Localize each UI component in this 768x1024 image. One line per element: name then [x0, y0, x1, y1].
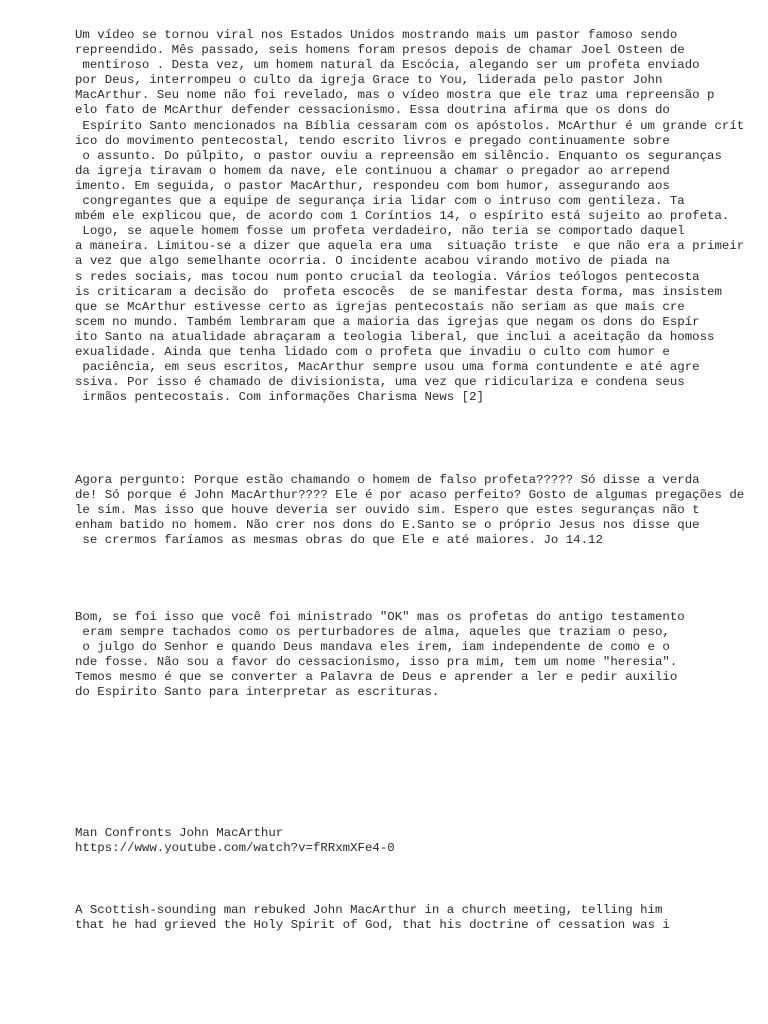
english-excerpt: A Scottish-sounding man rebuked John MacArthur in a church meeting, telling him that he had grieved the Holy Spirit of God, that his doctrine of cessation was i [75, 903, 670, 933]
comment-reply: Bom, se foi isso que você foi ministrado "OK" mas os profetas do antigo testamento eram sempre tachados como os perturbadores de alma, aqueles que traziam o peso, o julgo do Senhor e quando Deus mandava eles irem, iam independente de como e o nde fosse. Não sou a favor do cessacionismo, isso pra mim, tem um nome "heresia". Temos mesmo é que se converter a Palavra de Deus e aprender a ler e pedir auxilio do Espirito Santo para interpretar as escrituras. [75, 610, 685, 700]
comment-question: Agora pergunto: Porque estão chamando o homem de falso profeta????? Só disse a verda de! Só porque é John MacArthur???? Ele é por acaso perfeito? Gosto de algumas pregações de le sim. Mas isso que houve deveria ser ouvido sim. Espero que estes seguranças não t enham batido no homem. Não crer nos dons do E.Santo se o próprio Jesus nos disse que se crermos faríamos as mesmas obras do que Ele e até maiores. Jo 14.12 [75, 473, 745, 548]
article-paragraph: Um vídeo se tornou viral nos Estados Unidos mostrando mais um pastor famoso sendo repreendido. Mês passado, seis homens foram presos depois de chamar Joel Osteen de mentiroso . Desta vez, um homem natural da Escócia, alegando ser um profeta enviado por Deus, interrompeu o culto da igreja Grace to You, liderada pelo pastor John MacArthur. Seu nome não foi revelado, mas o vídeo mostra que ele traz uma repreensão p elo fato de McArthur defender cessacionismo. Essa doutrina afirma que os dons do Espírito Santo mencionados na Bíblia cessaram com os apóstolos. McArthur é um grande crít ico do movimento pentecostal, tendo escrito livros e pregado continuamente sobre o assunto. Do púlpito, o pastor ouviu a repreensão em silêncio. Enquanto os seguranças da igreja tiravam o homem da nave, ele continuou a chamar o pregador ao arrepend imento. Em seguida, o pastor MacArthur, respondeu com bom humor, assegurando aos congregantes que a equipe de segurança iria lidar com o intruso com gentileza. Ta mbém ele explicou que, de acordo com 1 Coríntios 14, o espírito está sujeito ao profeta. Logo, se aquele homem fosse um profeta verdadeiro, não teria se comportado daquel a maneira. Limitou-se a dizer que aquela era uma situação triste e que não era a primeir a vez que algo semelhante ocorria. O incidente acabou virando motivo de piada na s redes sociais, mas tocou num ponto crucial da teologia. Vários teólogos pentecosta is criticaram a decisão do profeta escocês de se manifestar desta forma, mas insistem que se McArthur estivesse certo as igrejas pentecostais não seriam as que mais cre scem no mundo. Também lembraram que a maioria das igrejas que negam os dons do Espír ito Santo na atualidade abraçaram a teologia liberal, que inclui a aceitação da homoss exualidade. Ainda que tenha lidado com o profeta que invadiu o culto com humor e paciência, em seus escritos, MacArthur sempre usou uma forma contundente e até agre ssiva. Por isso é chamado de divisionista, uma vez que ridiculariza e condena seus irmãos pentecostais. Com informações Charisma News [2] [75, 28, 745, 405]
video-reference: Man Confronts John MacArthur https://www.youtube.com/watch?v=fRRxmXFe4-0 [75, 826, 395, 856]
